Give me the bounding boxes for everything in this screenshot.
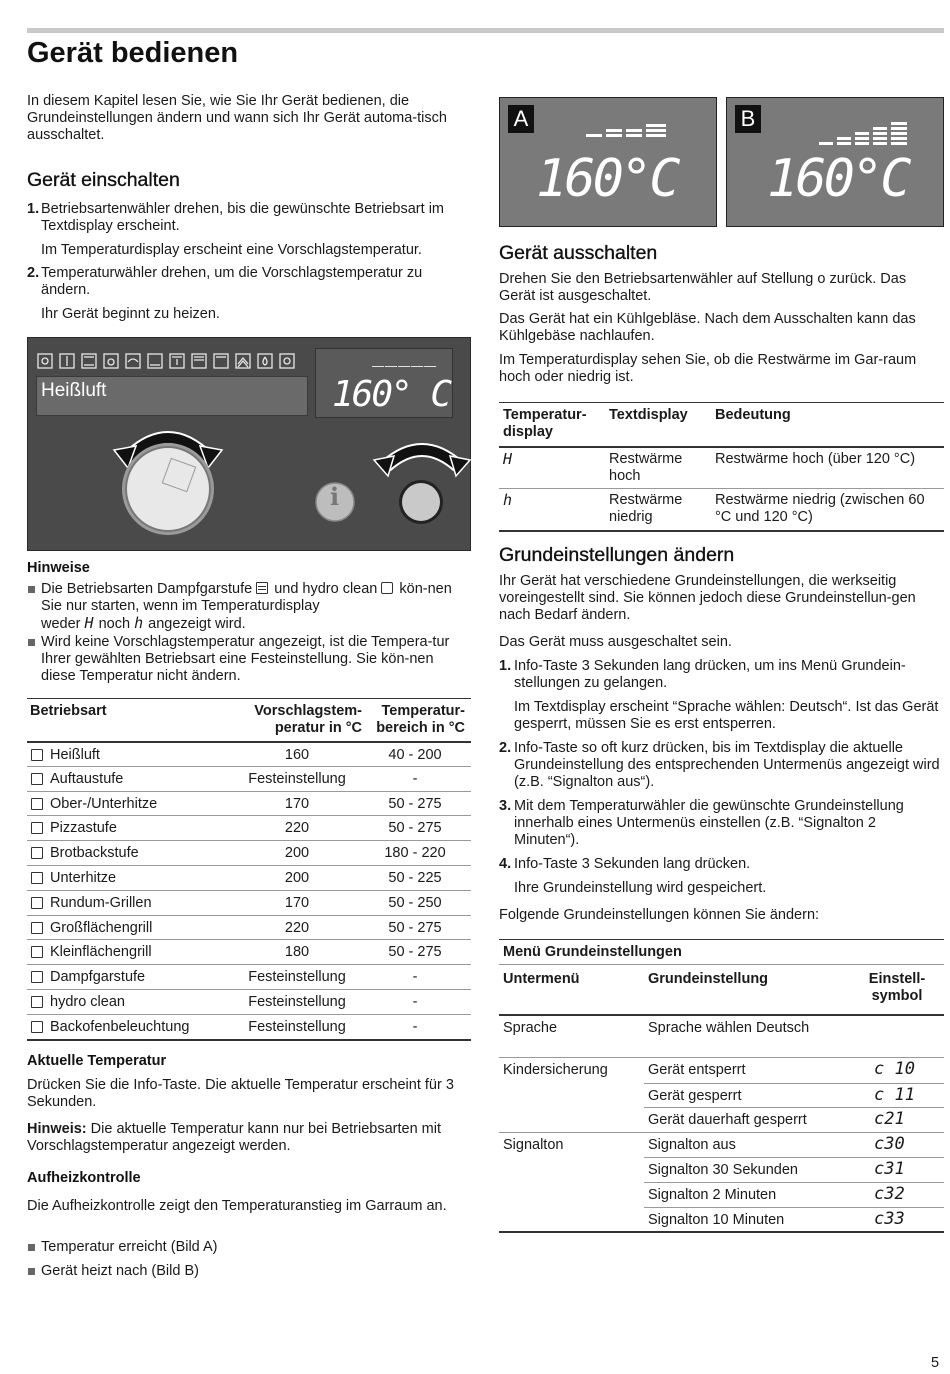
- heading-ausschalten: Gerät ausschalten: [499, 242, 658, 264]
- table-row: [27, 989, 471, 1014]
- setting-symbol: c 10: [874, 1059, 915, 1079]
- betriebsart-name: Pizzastufe: [50, 820, 117, 837]
- bereich-value: 180 - 220: [384, 845, 446, 862]
- vorschlag-value: Festeinstellung: [248, 770, 346, 787]
- bereich-value: -: [412, 1018, 418, 1035]
- bereich-value: 40 - 200: [388, 747, 442, 763]
- betriebsart-table: [27, 703, 471, 1041]
- submenu-name: Sprache: [503, 1020, 558, 1036]
- meaning-value: Restwärme hoch (über 120 °C): [715, 451, 916, 467]
- vorschlag-value: 200: [284, 869, 310, 886]
- table-row: [27, 766, 471, 791]
- page-title: Gerät bedienen: [27, 37, 239, 69]
- figure-b-temp: 160°C: [767, 149, 909, 209]
- col-header: Temperatur-bereich in °C: [376, 703, 465, 736]
- table-row: [27, 1014, 471, 1039]
- large-grill-icon: [31, 922, 43, 934]
- table-row: [644, 1182, 944, 1207]
- vorschlag-value: 220: [284, 820, 310, 837]
- bread-icon: [31, 847, 43, 859]
- bullet: [28, 639, 35, 646]
- textdisplay-value: Restwärme niedrig: [609, 492, 683, 525]
- menu-table: [499, 944, 944, 1233]
- step-note: Ihr Gerät beginnt zu heizen.: [41, 306, 220, 322]
- step-number: 1.: [499, 658, 512, 674]
- col-header: Bedeutung: [715, 407, 791, 423]
- table-row: [644, 1133, 944, 1158]
- table-rule: [499, 402, 944, 403]
- grund-step-4: Info-Taste 3 Sekunden lang drücken.: [514, 856, 751, 872]
- setting-symbol: c31: [874, 1159, 905, 1180]
- setting-name: Signalton aus: [648, 1136, 736, 1153]
- heading-aktuelle: Aktuelle Temperatur: [27, 1053, 167, 1069]
- restwaerme-table: [499, 407, 944, 532]
- mode-text: Heißluft: [41, 380, 107, 401]
- table-rule: [499, 939, 944, 940]
- table-row: [644, 1016, 944, 1057]
- pizza-icon: [31, 822, 43, 834]
- setting-name: Gerät gesperrt: [648, 1087, 742, 1104]
- vorschlag-value: 170: [284, 795, 310, 812]
- step-number: 1.: [27, 201, 40, 217]
- table-row: [27, 741, 471, 766]
- betriebsart-name: Backofenbeleuchtung: [50, 1018, 190, 1035]
- betriebsart-name: Dampfgarstufe: [50, 969, 146, 986]
- off-position-icon: o: [817, 271, 826, 287]
- vorschlag-value: 160: [284, 747, 310, 763]
- grund-step-2: Info-Taste so oft kurz drücken, bis im Textdisplay die aktuelle Grundeinstellung des entsprechenden Untermenüs angezeigt wird (z.B. “Signalton aus“).: [514, 740, 940, 790]
- bereich-value: 50 - 250: [388, 894, 442, 911]
- grund-step-4-note: Ihre Grundeinstellung wird gespeichert.: [514, 880, 767, 896]
- bereich-value: 50 - 275: [388, 919, 442, 936]
- menu-group: [499, 1014, 944, 1057]
- panel-knobs: [28, 338, 472, 552]
- step-text: Betriebsartenwähler drehen, bis die gewünschte Betriebsart im Textdisplay erscheint.: [41, 201, 444, 234]
- setting-symbol: c21: [874, 1109, 905, 1130]
- menu-group: [499, 1057, 944, 1132]
- col-header: Textdisplay: [609, 407, 688, 423]
- setting-symbol: c30: [874, 1133, 905, 1154]
- setting-symbol: c 11: [874, 1084, 915, 1105]
- bereich-value: 50 - 275: [388, 820, 442, 837]
- grund-p1: Ihr Gerät hat verschiedene Grundeinstellungen, die werkseitig voreingestellt sind. Sie können jedoch diese Grundeinstellun-gen nach Bedarf ändern.: [499, 573, 916, 623]
- figure-a-temp: 160°C: [536, 149, 678, 209]
- table-row: [644, 1157, 944, 1182]
- hinweis-bullet-2: Wird keine Vorschlagstemperatur angezeigt, ist die Tempera-tur Ihrer gewählten Betriebsart eine Festeinstellung. Sie kön-nen diese Temperatur nicht ändern.: [41, 634, 450, 684]
- residual-heat-symbol: H: [503, 450, 514, 468]
- betriebsart-name: Unterhitze: [50, 869, 117, 886]
- ausschalten-p2: Das Gerät hat ein Kühlgebläse. Nach dem Ausschalten kann das Kühlgebäse nachlaufen.: [499, 311, 916, 344]
- betriebsart-name: Brotbackstufe: [50, 845, 139, 862]
- figure-b: [726, 97, 944, 227]
- heading-einschalten: Gerät einschalten: [27, 169, 180, 191]
- residual-heat-symbol: h: [503, 491, 514, 509]
- betriebsart-name: Ober-/Unterhitze: [50, 795, 158, 812]
- display-temp: 160° C: [332, 374, 451, 415]
- step-number: 2.: [499, 740, 512, 756]
- bereich-value: 50 - 275: [388, 795, 442, 812]
- control-panel-illustration: [27, 337, 471, 551]
- oven-light-icon: [31, 1021, 43, 1033]
- vorschlag-value: 200: [284, 845, 310, 862]
- setting-symbol: c33: [874, 1208, 905, 1229]
- vorschlag-value: 180: [284, 944, 310, 961]
- top-bottom-heat-icon: [31, 798, 43, 810]
- setting-name: Gerät dauerhaft gesperrt: [648, 1112, 807, 1129]
- col-header: Untermenü: [503, 971, 580, 987]
- steam-icon: [256, 582, 268, 594]
- table-row: [27, 815, 471, 840]
- betriebsart-name: hydro clean: [50, 993, 125, 1010]
- step-text: Temperaturwähler drehen, um die Vorschlagstemperatur zu ändern.: [41, 265, 423, 298]
- table-row: [27, 915, 471, 940]
- bereich-value: -: [412, 993, 418, 1010]
- table-row: [27, 964, 471, 989]
- defrost-icon: [31, 773, 43, 785]
- submenu-name: Signalton: [503, 1136, 564, 1153]
- bereich-value: -: [412, 770, 418, 787]
- bereich-value: -: [412, 969, 418, 986]
- heading-hinweise: Hinweise: [27, 560, 90, 576]
- setting-name: Signalton 2 Minuten: [648, 1186, 777, 1203]
- table-rule: [27, 698, 471, 699]
- grund-step-1-note: Im Textdisplay erscheint “Sprache wählen: Deutsch“. Ist das Gerät gesperrt, müssen Sie es erst entsperren.: [514, 699, 939, 732]
- table-row: [27, 791, 471, 816]
- bullet: [28, 1268, 35, 1275]
- bullet: [28, 586, 35, 593]
- table-row: [644, 1207, 944, 1232]
- betriebsart-name: Heißluft: [50, 747, 100, 763]
- step-note: Im Temperaturdisplay erscheint eine Vorschlagstemperatur.: [41, 242, 422, 258]
- ausschalten-p3: Im Temperaturdisplay sehen Sie, ob die Restwärme im Gar-raum hoch oder niedrig ist.: [499, 352, 917, 385]
- table-row: [499, 446, 944, 488]
- aktuelle-hinweis: Hinweis: Die aktuelle Temperatur kann nur bei Betriebsarten mit Vorschlagstemperatur angezeigt werden.: [27, 1121, 441, 1154]
- vorschlag-value: Festeinstellung: [248, 993, 346, 1010]
- table-row: [644, 1107, 944, 1132]
- bereich-value: 50 - 275: [388, 944, 442, 961]
- vorschlag-value: Festeinstellung: [248, 1018, 346, 1035]
- step-number: 3.: [499, 798, 512, 814]
- col-header: Temperatur-display: [503, 407, 587, 440]
- aufheiz-bullet-1: Temperatur erreicht (Bild A): [41, 1239, 218, 1255]
- bottom-heat-icon: [31, 872, 43, 884]
- figure-a: [499, 97, 717, 227]
- heading-grund: Grundeinstellungen ändern: [499, 544, 735, 566]
- circulating-grill-icon: [31, 897, 43, 909]
- aufheiz-bullet-2: Gerät heizt nach (Bild B): [41, 1263, 199, 1279]
- submenu-name: Kindersicherung: [503, 1062, 608, 1078]
- hot-air-icon: [31, 749, 43, 761]
- grund-p2: Das Gerät muss ausgeschaltet sein.: [499, 634, 732, 650]
- table-row: [644, 1083, 944, 1108]
- heading-aufheiz: Aufheizkontrolle: [27, 1170, 141, 1186]
- bereich-value: 50 - 225: [388, 869, 442, 886]
- setting-name: Gerät entsperrt: [648, 1062, 746, 1078]
- meaning-value: Restwärme niedrig (zwischen 60 °C und 120 °C): [715, 492, 925, 525]
- step-number: 2.: [27, 265, 40, 281]
- info-button-label: i: [330, 482, 340, 511]
- step-number: 4.: [499, 856, 512, 872]
- col-header: Betriebsart: [30, 703, 107, 719]
- textdisplay-value: Restwärme hoch: [609, 451, 683, 484]
- table-row: [27, 865, 471, 890]
- hinweis-bullet-1: Die Betriebsarten Dampfgarstufe und hydro clean kön-nen Sie nur starten, wenn im Temperaturdisplay weder H noch h angezeigt wird.: [41, 581, 452, 632]
- setting-name: Signalton 30 Sekunden: [648, 1162, 798, 1179]
- vorschlag-value: 220: [284, 919, 310, 936]
- intro-text: In diesem Kapitel lesen Sie, wie Sie Ihr Gerät bedienen, die Grundeinstellungen ändern und wann sich Ihr Gerät automa-tisch ausschaltet.: [27, 93, 447, 143]
- display-bars: _____: [372, 343, 438, 367]
- top-rule: [27, 28, 944, 33]
- aktuelle-text: Drücken Sie die Info-Taste. Die aktuelle Temperatur erscheint für 3 Sekunden.: [27, 1077, 454, 1110]
- grund-step-1: Info-Taste 3 Sekunden lang drücken, um ins Menü Grundein-stellungen zu gelangen.: [514, 658, 906, 691]
- hydro-clean-icon: [31, 996, 43, 1008]
- betriebsart-name: Kleinflächengrill: [50, 944, 152, 961]
- ausschalten-p1: Drehen Sie den Betriebsartenwähler auf Stellung o zurück. Das Gerät ist ausgeschaltet.: [499, 271, 907, 304]
- table-row: [644, 1058, 944, 1083]
- grund-p3: Folgende Grundeinstellungen können Sie ändern:: [499, 907, 820, 923]
- vorschlag-value: 170: [284, 894, 310, 911]
- figure-a-label: A: [508, 105, 534, 133]
- betriebsart-name: Auftaustufe: [50, 770, 124, 787]
- betriebsart-name: Rundum-Grillen: [50, 894, 152, 911]
- table-row: [27, 890, 471, 915]
- vorschlag-value: Festeinstellung: [248, 969, 346, 986]
- menu-group: [499, 1132, 944, 1231]
- steam-icon: [31, 971, 43, 983]
- table-row: [27, 840, 471, 865]
- hydro-clean-icon: [381, 582, 393, 594]
- setting-name: Signalton 10 Minuten: [648, 1211, 785, 1228]
- col-header: Vorschlagstem-peratur in °C: [254, 703, 362, 736]
- table-row: [27, 939, 471, 964]
- setting-name: Sprache wählen Deutsch: [648, 1020, 810, 1036]
- betriebsart-name: Großflächengrill: [50, 919, 153, 936]
- col-header: Einstell-symbol: [868, 971, 926, 1004]
- bullet: [28, 1244, 35, 1251]
- setting-symbol: c32: [874, 1183, 905, 1204]
- aufheiz-text: Die Aufheizkontrolle zeigt den Temperaturanstieg im Garraum an.: [27, 1198, 447, 1214]
- table-row: [499, 488, 944, 530]
- col-header: Grundeinstellung: [648, 971, 769, 987]
- grund-step-3: Mit dem Temperaturwähler die gewünschte Grundeinstellung innerhalb eines Untermenüs einstellen (z.B. “Signalton 2 Minuten“).: [514, 798, 904, 848]
- small-grill-icon: [31, 946, 43, 958]
- menu-table-title: Menü Grundeinstellungen: [503, 944, 682, 960]
- figure-b-label: B: [735, 105, 761, 133]
- page-number: 5: [931, 1355, 940, 1371]
